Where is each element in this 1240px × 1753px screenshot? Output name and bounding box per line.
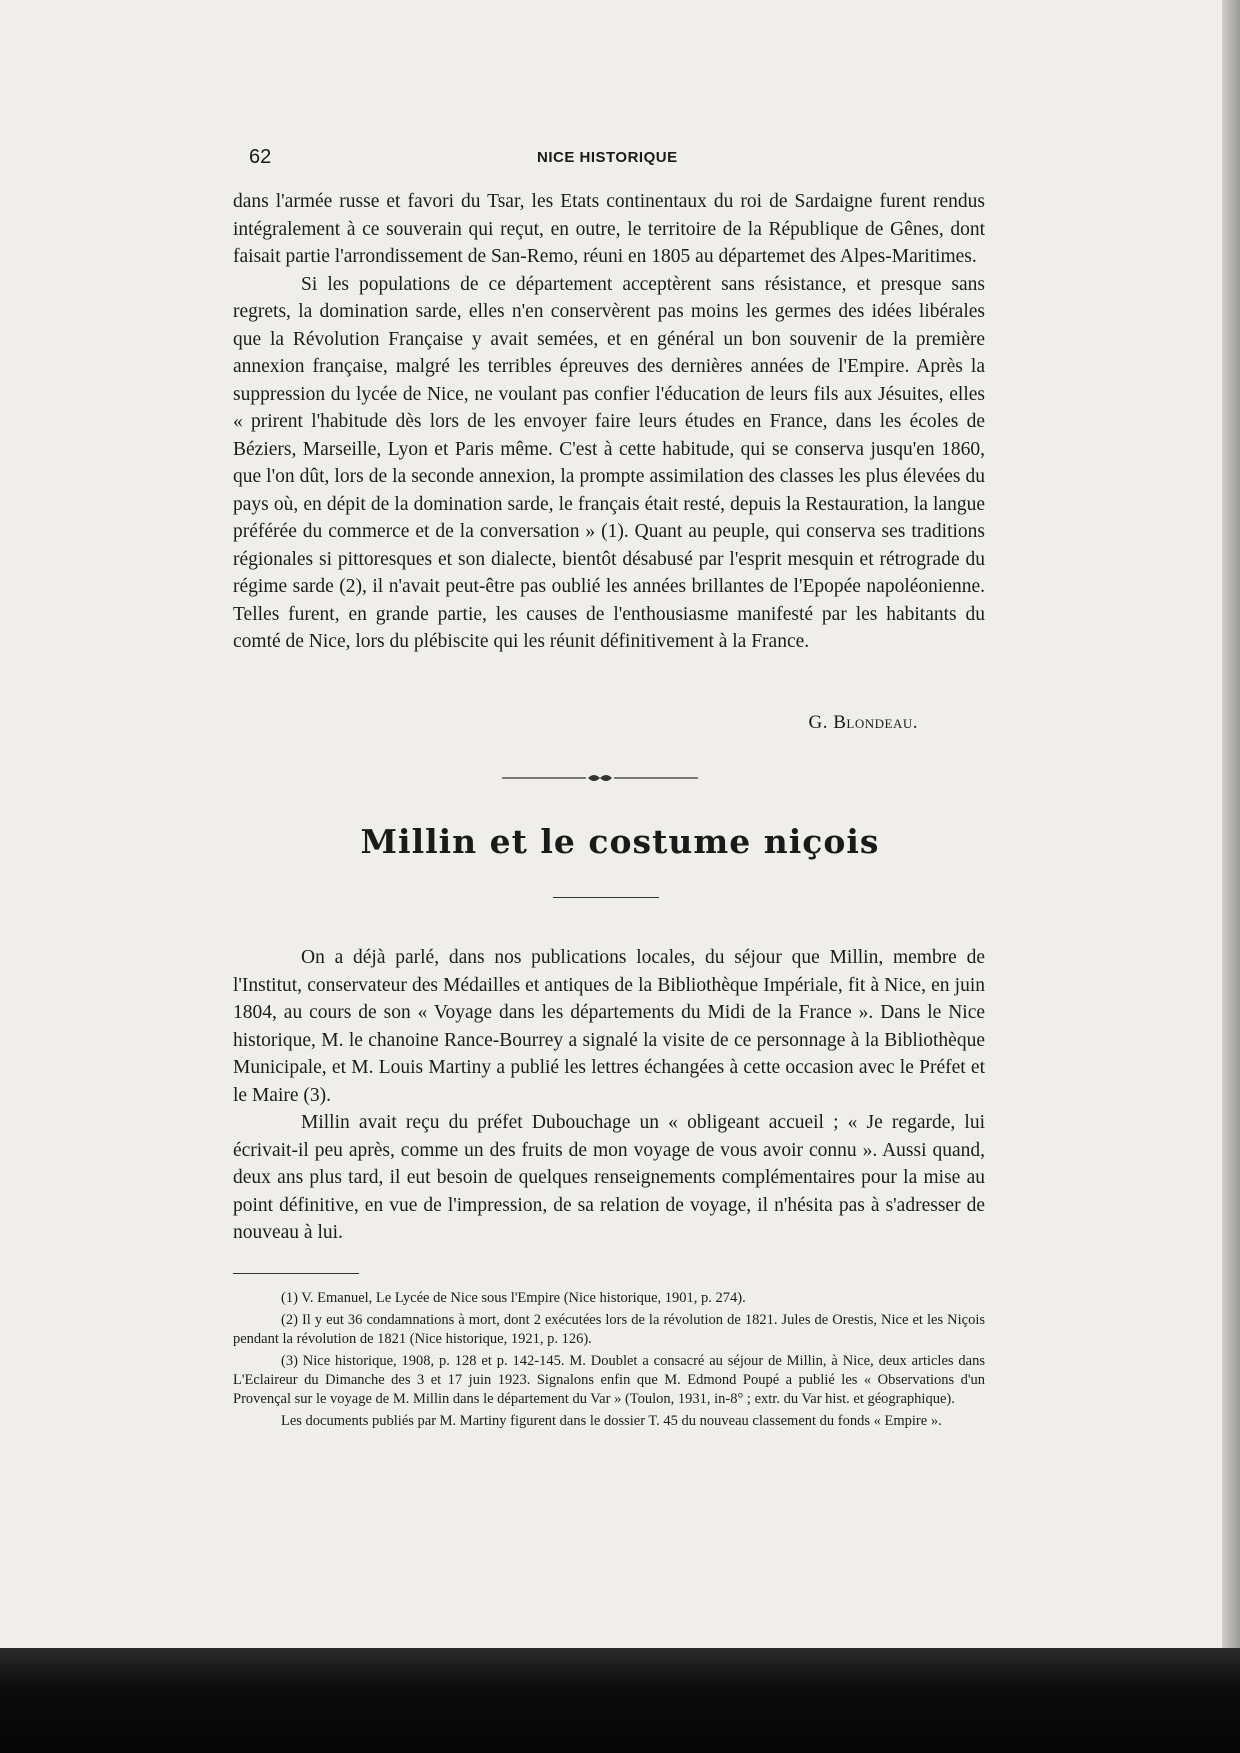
page-number: 62 [249, 146, 272, 168]
footnote-3: (3) Nice historique, 1908, p. 128 et p. 142-145. M. Doublet a consacré au séjour de Millin, à Nice, deux articles dans L'Eclaireur du Dimanche des 3 et 17 juin 1923. Signalons enfin que M. Edmond Poupé a publié les « Observations d'un Provençal sur le voyage de M. Millin dans le département du Var » (Toulon, 1931, in-8° ; extr. du Var hist. et géographique). [233, 1353, 985, 1407]
author-signature: G. Blondeau. [808, 712, 918, 733]
title-rule [553, 897, 659, 898]
intro-text [233, 188, 985, 656]
footnote-rule [233, 1273, 359, 1274]
scan-background [0, 1648, 1240, 1753]
article-title: Millin et le costume niçois [360, 822, 880, 861]
ornament-divider [502, 770, 698, 786]
footnote-1: (1) V. Emanuel, Le Lycée de Nice sous l'Empire (Nice historique, 1901, p. 274). [281, 1290, 746, 1306]
page-header [249, 146, 969, 176]
intro-paragraph-2: Si les populations de ce département acceptèrent sans résistance, et presque sans regrets, la domination sarde, elles n'en conservèrent pas moins les germes des idées libérales que la Révolution Française y avait semées, et en général un bon souvenir de la première annexion française, malgré les terribles épreuves des dernières années de l'Empire. Après la suppression du lycée de Nice, ne voulant pas confier l'éducation de leurs fils aux Jésuites, elles « prirent l'habitude dès lors de les envoyer faire leurs études en France, dans les écoles de Béziers, Marseille, Lyon et Paris même. C'est à cette habitude, qui se conserva jusqu'en 1860, que l'on dût, lors de la seconde annexion, la prompte assimilation des classes les plus élevées du pays où, en dépit de la domination sarde, le français était resté, depuis la Restauration, la langue préférée du commerce et de la conversation » (1). Quant au peuple, qui conserva ses traditions régionales si pittoresques et son dialecte, bientôt désabusé par l'esprit mesquin et rétrograde du régime sarde (2), il n'avait peut-être pas oublié les années brillantes de l'Epopée napoléonienne. Telles furent, en grande partie, les causes de l'enthousiasme manifesté par les habitants du comté de Nice, lors du plébiscite qui les réunit définitivement à la France. [233, 273, 985, 652]
footnote-2: (2) Il y eut 36 condamnations à mort, dont 2 exécutées lors de la révolution de 1821. Jules de Orestis, Nice et les Niçois pendant la révolution de 1821 (Nice historique, 1921, p. 126). [233, 1312, 985, 1347]
intro-paragraph-1: dans l'armée russe et favori du Tsar, les Etats continentaux du roi de Sardaigne furent rendus intégralement à ce souverain qui reçut, en outre, le territoire de la République de Gênes, dont faisait partie l'arrondissement de San-Remo, réuni en 1805 au départemet des Alpes-Maritimes. [233, 191, 985, 267]
article-paragraph-1: On a déjà parlé, dans nos publications locales, du séjour que Millin, membre de l'Institut, conservateur des Médailles et antiques de la Bibliothèque Impériale, fit à Nice, en juin 1804, au cours de son « Voyage dans les départements du Midi de la France ». Dans le Nice historique, M. le chanoine Rance-Bourrey a signalé la visite de ce personnage à la Bibliothèque Municipale, et M. Louis Martiny a publié les lettres échangées à cette occasion avec le Préfet et le Maire (3). [233, 947, 985, 1106]
running-title: NICE HISTORIQUE [537, 149, 678, 166]
footnotes [233, 1289, 985, 1434]
article-text [233, 944, 985, 1247]
footnote-4: Les documents publiés par M. Martiny figurent dans le dossier T. 45 du nouveau classement du fonds « Empire ». [281, 1413, 942, 1429]
scan-edge [1222, 0, 1240, 1753]
article-paragraph-2: Millin avait reçu du préfet Dubouchage un « obligeant accueil ; « Je regarde, lui écrivait-il peu après, comme un des fruits de mon voyage de vous avoir connu ». Aussi quand, deux ans plus tard, il eut besoin de quelques renseignements complémentaires pour la mise au point définitive, en vue de l'impression, de sa relation de voyage, il n'hésita pas à s'adresser de nouveau à lui. [233, 1112, 985, 1243]
